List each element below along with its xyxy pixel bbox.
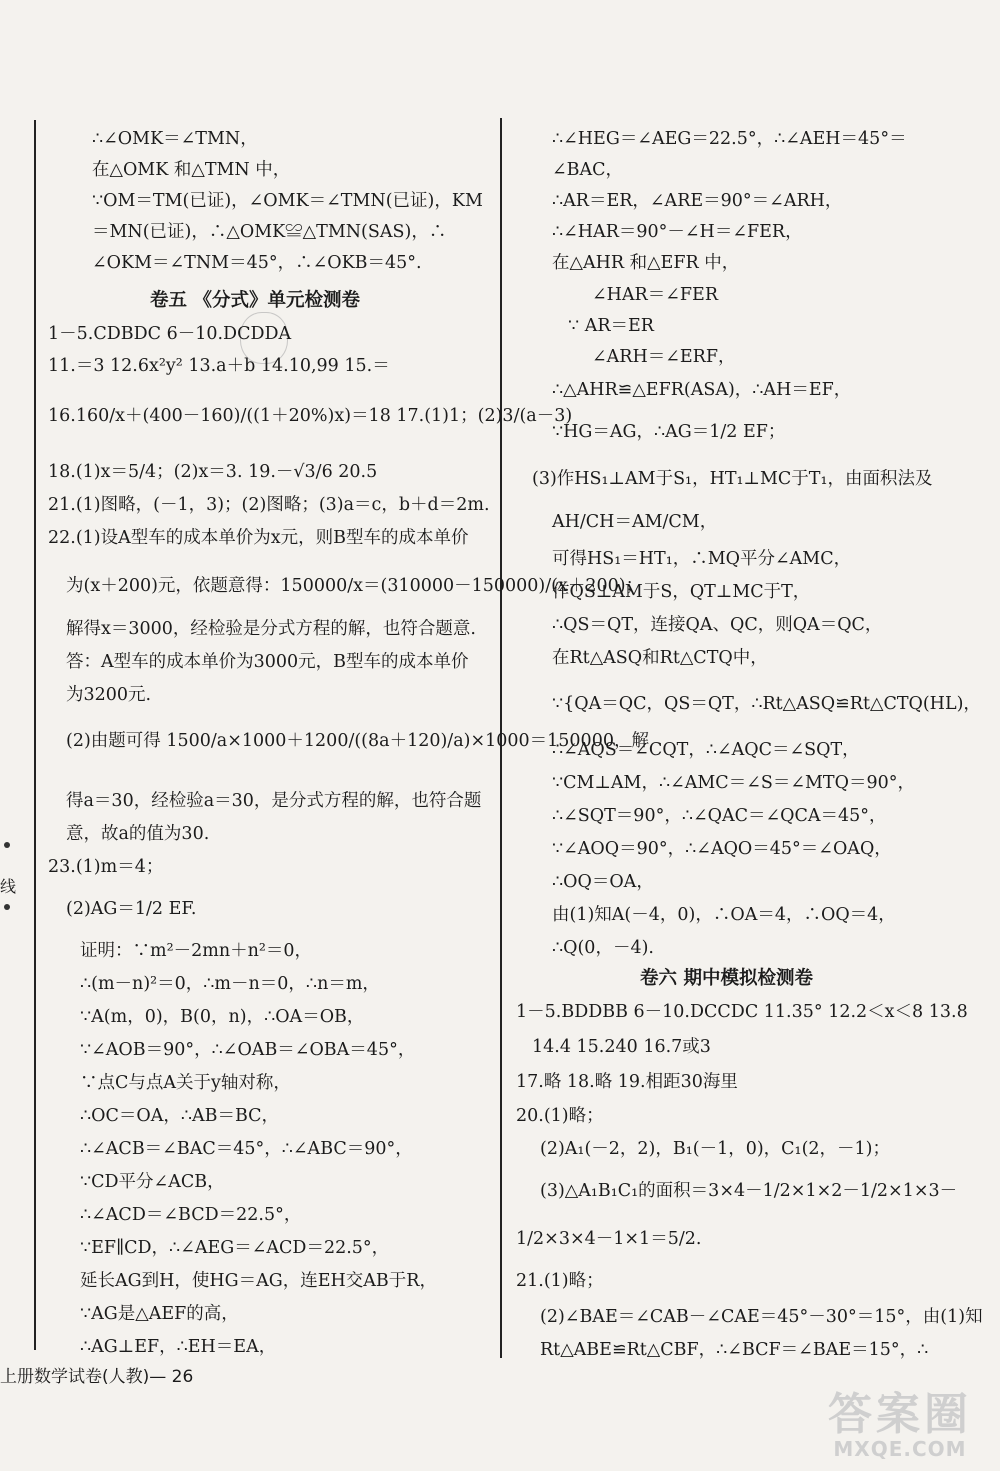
binding-dot <box>4 842 10 848</box>
answer-line: (2)由题可得 1500/a×1000＋1200/((8a＋120)/a)×1000＝150000，解 <box>66 731 649 751</box>
answer-line: 23.(1)m＝4； <box>48 857 164 877</box>
brace-line: ∠ARH＝∠ERF， <box>592 347 736 367</box>
text-line: ＝MN(已证)，∴△OMK≌△TMN(SAS)，∴ <box>92 222 447 242</box>
brace-line: ∵ AR＝ER <box>568 316 654 336</box>
proof-line: ∴AR＝ER，∠ARE＝90°＝∠ARH， <box>552 191 843 211</box>
proof-line: ∵CM⊥AM，∴∠AMC＝∠S＝∠MTQ＝90°， <box>552 773 915 793</box>
answer-line: 为3200元. <box>66 685 152 705</box>
text-line: 在△OMK 和△TMN 中， <box>92 160 291 180</box>
proof-line: 可得HS₁＝HT₁，∴MQ平分∠AMC， <box>552 549 852 569</box>
proof-line: ∴AG⊥EF，∴EH＝EA， <box>80 1337 277 1357</box>
answer-line: (3)△A₁B₁C₁的面积＝3×4－1/2×1×2－1/2×1×3－ <box>540 1181 958 1201</box>
section-heading: 卷五 《分式》单元检测卷 <box>150 290 360 311</box>
proof-line: ∴OC＝OA，∴AB＝BC， <box>80 1106 280 1126</box>
answer-line: 16.160/x＋(400－160)/((1＋20%)x)＝18 17.(1)1；(2)3/(a－3) <box>48 406 573 426</box>
text-line: ∵OM＝TM(已证)，∠OMK＝∠TMN(已证)，KM <box>92 191 483 211</box>
answer-line: 18.(1)x＝5/4；(2)x＝3. 19.－√3/6 20.5 <box>48 462 378 482</box>
answer-line: 21.(1)略； <box>516 1271 604 1291</box>
answer-line: 1－5.CDBDC 6－10.DCDDA <box>48 324 292 344</box>
answer-line: 解得x＝3000，经检验是分式方程的解，也符合题意. <box>66 619 476 639</box>
page-footer: 上册数学试卷(人教)— 26 <box>0 1367 194 1387</box>
answer-line: 意，故a的值为30. <box>66 824 210 844</box>
answer-line: 11.＝3 12.6x²y² 13.a＋b 14.10,99 15.＝ <box>48 356 390 376</box>
answer-line: 22.(1)设A型车的成本单价为x元，则B型车的成本单价 <box>48 528 469 548</box>
binding-dot <box>4 904 10 910</box>
proof-line: ∵HG＝AG，∴AG＝1/2 EF； <box>552 422 786 442</box>
proof-line: 作QS⊥AM于S，QT⊥MC于T， <box>552 582 811 602</box>
answer-line: Rt△ABE≌Rt△CBF，∴∠BCF＝∠BAE＝15°，∴ <box>540 1340 929 1360</box>
binding-mark: 线 <box>0 877 17 896</box>
answer-line: 得a＝30，经检验a＝30，是分式方程的解，也符合题 <box>66 791 482 811</box>
proof-line: ∠BAC， <box>552 160 624 180</box>
section-heading: 卷六 期中模拟检测卷 <box>640 968 813 989</box>
watermark-url: MXQE.COM <box>833 1437 967 1461</box>
proof-line: ∴∠ACD＝∠BCD＝22.5°， <box>80 1205 302 1225</box>
brace-line: ∠HAR＝∠FER <box>592 285 718 305</box>
answer-line: 1/2×3×4－1×1＝5/2. <box>516 1229 702 1249</box>
answer-line: 20.(1)略； <box>516 1106 604 1126</box>
proof-line: 延长AG到H，使HG＝AG，连EH交AB于R， <box>80 1271 437 1291</box>
proof-line: ∵CD平分∠ACB， <box>80 1172 225 1192</box>
proof-line: ∵∠AOQ＝90°，∴∠AQO＝45°＝∠OAQ， <box>552 839 892 859</box>
proof-line: ∴Q(0，－4). <box>552 938 654 958</box>
proof-line: ∴△AHR≌△EFR(ASA)，∴AH＝EF， <box>552 380 852 400</box>
proof-line: ∴∠HAR＝90°－∠H＝∠FER， <box>552 222 803 242</box>
proof-line: 由(1)知A(－4，0)，∴OA＝4，∴OQ＝4， <box>552 905 896 925</box>
text-line: ∠OKM＝∠TNM＝45°，∴∠OKB＝45°. <box>92 253 422 273</box>
answer-line: (2)∠BAE＝∠CAB－∠CAE＝45°－30°＝15°，由(1)知 <box>540 1307 983 1327</box>
proof-line: 在△AHR 和△EFR 中， <box>552 253 740 273</box>
proof-line: ∴∠SQT＝90°，∴∠QAC＝∠QCA＝45°， <box>552 806 887 826</box>
answer-line: 答：A型车的成本单价为3000元，B型车的成本单价 <box>66 652 469 672</box>
proof-line: ∴(m－n)²＝0，∴m－n＝0，∴n＝m， <box>80 974 380 994</box>
answer-line: (2)AG＝1/2 EF. <box>66 899 197 919</box>
proof-line: 在Rt△ASQ和Rt△CTQ中， <box>552 648 768 668</box>
answer-line: 21.(1)图略，(－1，3)；(2)图略；(3)a＝c，b＋d＝2m. <box>48 495 490 515</box>
answer-line: (2)A₁(－2，2)，B₁(－1，0)，C₁(2，－1)； <box>540 1139 890 1159</box>
proof-line: ∴∠AQS＝∠CQT，∴∠AQC＝∠SQT， <box>552 740 860 760</box>
answer-line: 14.4 15.240 16.7或3 <box>532 1037 711 1057</box>
watermark-logo-text: 答案圈 <box>828 1389 972 1440</box>
proof-line: ∴QS＝QT，连接QA、QC，则QA＝QC， <box>552 615 883 635</box>
proof-line: (3)作HS₁⊥AM于S₁，HT₁⊥MC于T₁，由面积法及 <box>532 469 933 489</box>
proof-line: ∵EF∥CD，∴∠AEG＝∠ACD＝22.5°， <box>80 1238 390 1258</box>
site-watermark <box>805 1389 995 1464</box>
proof-line: ∴∠HEG＝∠AEG＝22.5°，∴∠AEH＝45°＝ <box>552 129 907 149</box>
proof-line: AH/CH＝AM/CM， <box>552 512 718 532</box>
proof-line: ∴OQ＝OA， <box>552 872 654 892</box>
proof-line: ∵{QA＝QC，QS＝QT，∴Rt△ASQ≌Rt△CTQ(HL)， <box>552 694 981 714</box>
answer-line: 17.略 18.略 19.相距30海里 <box>516 1072 738 1092</box>
answer-line: 1－5.BDDBB 6－10.DCCDC 11.35° 12.2＜x＜8 13.8 <box>516 1002 968 1022</box>
answer-line: 为(x＋200)元，依题意得：150000/x＝(310000－150000)/(x＋200)； <box>66 576 644 596</box>
proof-line: ∵A(m，0)，B(0，n)，∴OA＝OB， <box>80 1007 365 1027</box>
proof-line: ∵AG是△AEF的高， <box>80 1304 239 1324</box>
proof-line: ∵点C与点A关于y轴对称， <box>80 1073 291 1093</box>
left-margin-rule <box>34 120 36 1350</box>
proof-line: 证明：∵m²－2mn＋n²＝0， <box>80 941 313 961</box>
text-line: ∴∠OMK＝∠TMN， <box>92 129 258 149</box>
proof-line: ∵∠AOB＝90°，∴∠OAB＝∠OBA＝45°， <box>80 1040 416 1060</box>
proof-line: ∴∠ACB＝∠BAC＝45°，∴∠ABC＝90°， <box>80 1139 413 1159</box>
